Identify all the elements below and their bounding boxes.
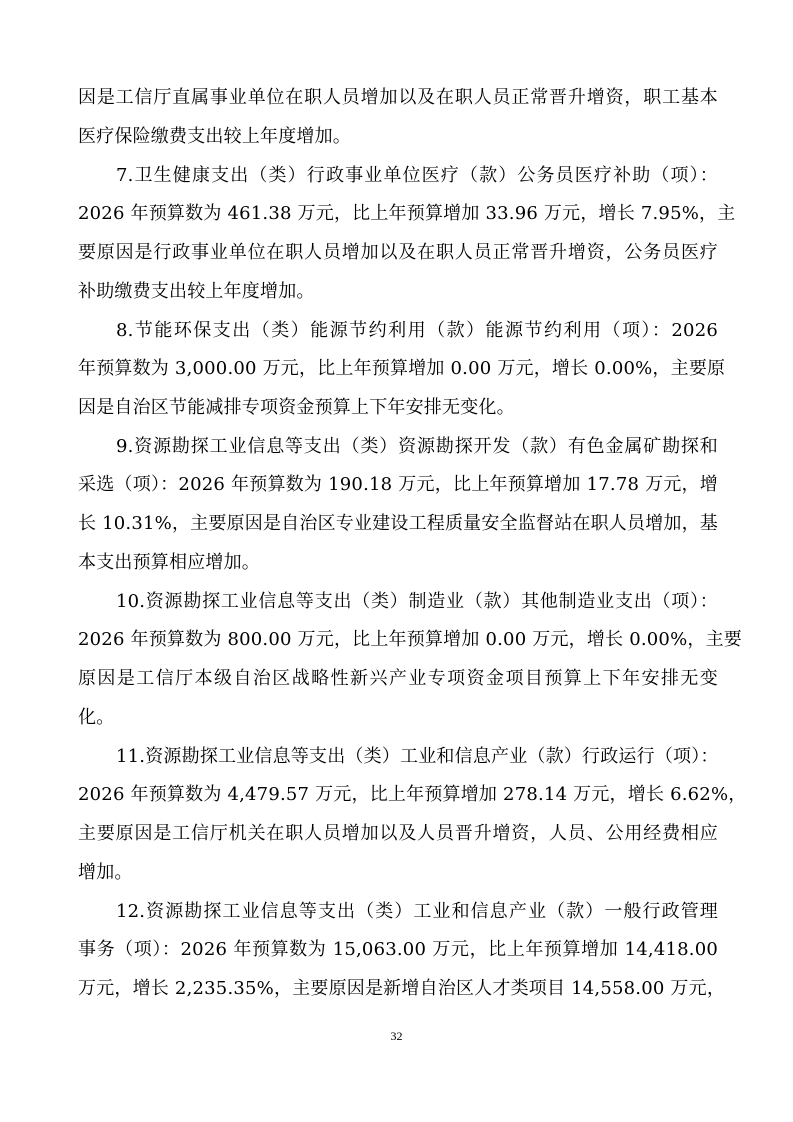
- body-text-line: 主要原因是工信厅机关在职人员增加以及人员晋升增资，人员、公用经费相应: [78, 823, 718, 844]
- body-text-line: 长 10.31%，主要原因是自治区专业建设工程质量安全监督站在职人员增加，基: [78, 513, 718, 534]
- body-text-line: 补助缴费支出较上年度增加。: [78, 281, 315, 302]
- body-text-line: 本支出预算相应增加。: [78, 552, 260, 573]
- body-text-line: 万元，增长 2,235.35%，主要原因是新增自治区人才类项目 14,558.00 万元，: [78, 978, 726, 999]
- page-number: 32: [390, 1029, 403, 1043]
- section-heading-line: 9.资源勘探工业信息等支出（类）资源勘探开发（款）有色金属矿勘探和: [116, 436, 718, 457]
- body-text-line: 原因是工信厅本级自治区战略性新兴产业专项资金项目预算上下年安排无变: [78, 668, 718, 689]
- body-text-line: 2026 年预算数为 4,479.57 万元，比上年预算增加 278.14 万元，增长 6.62%，: [78, 784, 747, 805]
- section-heading-line: 7.卫生健康支出（类）行政事业单位医疗（款）公务员医疗补助（项）：: [116, 165, 718, 186]
- body-text-line: 化。: [78, 707, 115, 728]
- body-text-line: 采选（项）：2026 年预算数为 190.18 万元，比上年预算增加 17.78 万元，增: [78, 474, 718, 495]
- body-text-line: 医疗保险缴费支出较上年度增加。: [78, 126, 351, 147]
- body-text-line: 因是自治区节能减排专项资金预算上下年安排无变化。: [78, 397, 515, 418]
- body-text-line: 事务（项）：2026 年预算数为 15,063.00 万元，比上年预算增加 14,418.00: [78, 939, 718, 960]
- body-text-line: 因是工信厅直属事业单位在职人员增加以及在职人员正常晋升增资，职工基本: [78, 87, 718, 108]
- section-heading-line: 8.节能环保支出（类）能源节约利用（款）能源节约利用（项）：2026: [116, 320, 718, 341]
- body-text-line: 增加。: [78, 862, 133, 883]
- section-heading-line: 11.资源勘探工业信息等支出（类）工业和信息产业（款）行政运行（项）：: [116, 746, 719, 767]
- section-heading-line: 10.资源勘探工业信息等支出（类）制造业（款）其他制造业支出（项）：: [116, 591, 718, 612]
- section-heading-line: 12.资源勘探工业信息等支出（类）工业和信息产业（款）一般行政管理: [116, 901, 718, 922]
- body-text-line: 年预算数为 3,000.00 万元，比上年预算增加 0.00 万元，增长 0.00%，主要原: [78, 358, 726, 379]
- body-text-line: 2026 年预算数为 800.00 万元，比上年预算增加 0.00 万元，增长 0.00%，主要: [78, 629, 742, 650]
- body-text-line: 2026 年预算数为 461.38 万元，比上年预算增加 33.96 万元，增长 7.95%，主: [78, 203, 736, 224]
- body-text-line: 要原因是行政事业单位在职人员增加以及在职人员正常晋升增资，公务员医疗: [78, 242, 718, 263]
